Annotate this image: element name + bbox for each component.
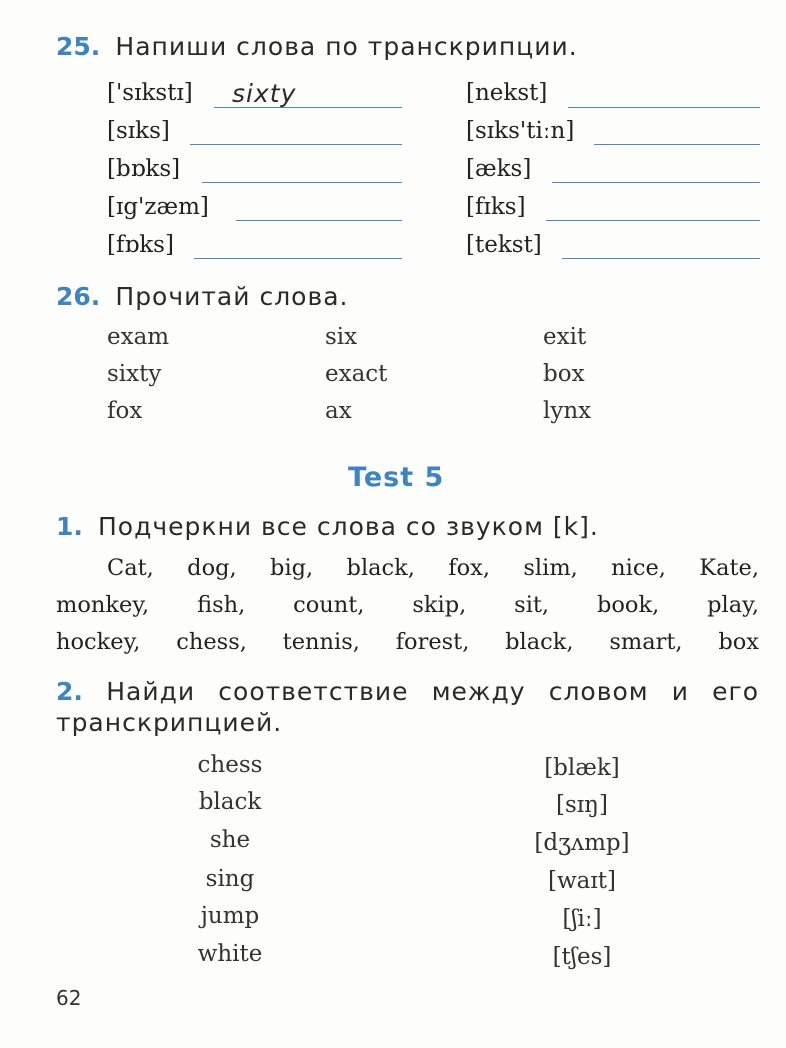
answer-line[interactable] xyxy=(236,220,402,221)
transcription: [tekst] xyxy=(466,232,542,258)
answer-line[interactable] xyxy=(594,144,760,145)
match-word: white xyxy=(197,941,263,967)
answer-line[interactable] xyxy=(552,182,760,183)
match-transcription: [waɪt] xyxy=(548,868,616,894)
answer-line[interactable] xyxy=(194,258,402,259)
exercise-instruction: Напиши слова по транскрипции. xyxy=(115,32,578,61)
transcription: [æks] xyxy=(466,156,532,182)
match-word: chess xyxy=(197,752,263,778)
exercise-number: 25. xyxy=(56,32,101,61)
transcription: [sɪks'tiːn] xyxy=(466,118,575,144)
task-1-heading xyxy=(56,512,599,541)
test-title: Test 5 xyxy=(348,462,445,493)
task-instruction-continued: транскрипцией. xyxy=(56,708,283,737)
page-number: 62 xyxy=(56,986,82,1010)
answer-line[interactable] xyxy=(202,182,402,183)
task-2-heading xyxy=(56,677,759,706)
transcription: [sɪks] xyxy=(107,118,170,144)
transcription: [ɪg'zæm] xyxy=(107,194,209,220)
transcription: ['sɪkstɪ] xyxy=(107,80,193,106)
answer-line[interactable] xyxy=(214,107,402,108)
match-word: black xyxy=(198,789,262,815)
match-transcription: [dʒʌmp] xyxy=(534,830,630,856)
word-list-line: hockey, chess, tennis, forest, black, smart, box xyxy=(56,629,759,655)
task-instruction: Найди соответствие между словом и его xyxy=(106,677,759,706)
word: six xyxy=(325,324,358,350)
match-transcription: [blæk] xyxy=(544,755,620,781)
exercise-instruction: Прочитай слова. xyxy=(115,282,349,311)
transcription: [bɒks] xyxy=(107,156,181,182)
exercise-25-heading xyxy=(56,32,578,61)
task-instruction: Подчеркни все слова со звуком [k]. xyxy=(98,512,599,541)
exercise-number: 26. xyxy=(56,282,101,311)
match-transcription: [ʃiː] xyxy=(562,906,602,932)
match-word: she xyxy=(209,827,251,853)
answer-line[interactable] xyxy=(190,144,402,145)
answer-line[interactable] xyxy=(562,258,760,259)
handwritten-answer: sixty xyxy=(232,79,297,108)
match-transcription: [tʃes] xyxy=(552,944,612,970)
exercise-26-heading xyxy=(56,282,348,311)
word: exact xyxy=(325,361,388,387)
word: fox xyxy=(107,398,143,424)
task-number: 1. xyxy=(56,512,83,541)
word: sixty xyxy=(107,361,162,387)
word: exit xyxy=(543,324,587,350)
word: ax xyxy=(325,398,352,424)
match-word: jump xyxy=(200,903,260,929)
word: exam xyxy=(107,324,170,350)
transcription: [fɪks] xyxy=(466,194,526,220)
word: box xyxy=(543,361,585,387)
transcription: [nekst] xyxy=(466,80,548,106)
transcription: [fɒks] xyxy=(107,232,174,258)
word-list-line: Cat, dog, big, black, fox, slim, nice, Kate, xyxy=(107,555,759,581)
answer-line[interactable] xyxy=(546,220,760,221)
task-number: 2. xyxy=(56,677,83,706)
match-word: sing xyxy=(205,866,255,892)
match-transcription: [sɪŋ] xyxy=(556,792,608,818)
answer-line[interactable] xyxy=(568,107,760,108)
word: lynx xyxy=(543,398,592,424)
word-list-line: monkey, fish, count, skip, sit, book, play, xyxy=(56,592,759,618)
